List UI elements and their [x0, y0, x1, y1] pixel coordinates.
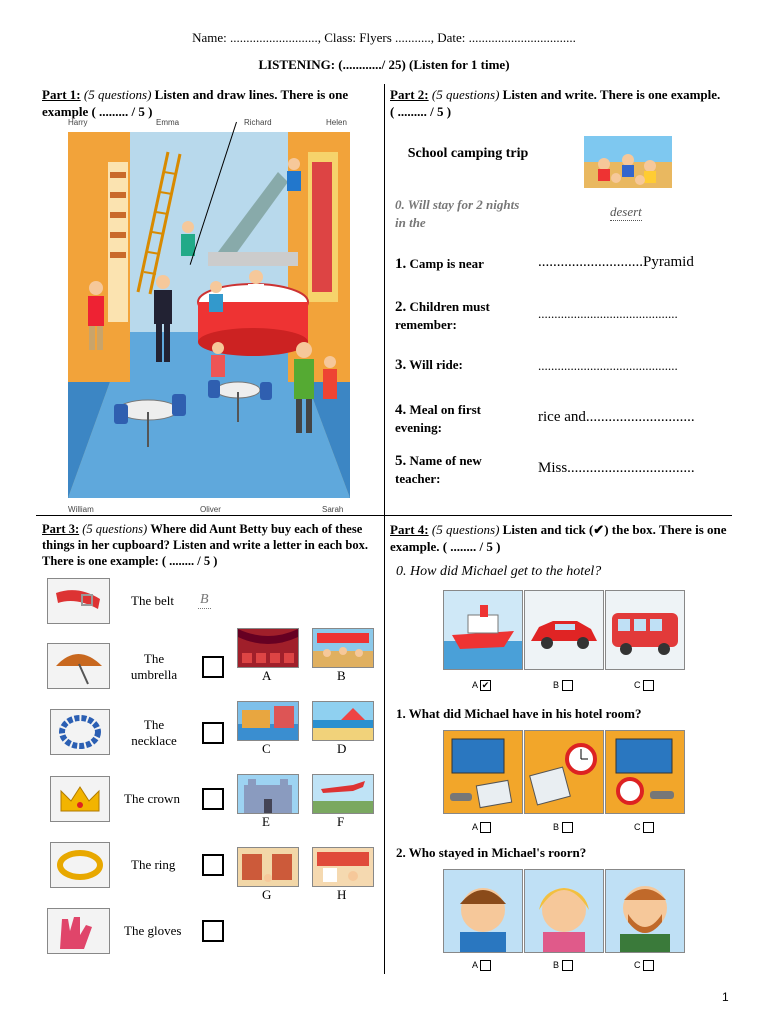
q1-num: 1. — [395, 256, 407, 272]
q4-text: Meal on first evening: — [395, 402, 481, 435]
letter-d: D — [337, 741, 347, 756]
belt-picture — [47, 578, 110, 624]
item-ring: The ring — [131, 857, 176, 872]
shop-h-picture — [312, 847, 374, 887]
q5-answer: Miss.................................. — [538, 460, 695, 476]
boat-picture — [443, 590, 523, 670]
q1-option-a — [472, 822, 491, 833]
q0-checkbox-a[interactable]: ✔ — [481, 680, 490, 691]
q3-text: Will ride: — [409, 357, 463, 372]
crown-answer-box[interactable] — [202, 788, 224, 810]
q1-text: Camp is near — [409, 256, 484, 271]
camping-picture — [584, 136, 672, 188]
q1-checkbox-b[interactable] — [562, 822, 573, 833]
gloves-answer-box[interactable] — [202, 920, 224, 942]
vertical-divider — [384, 84, 385, 974]
part1-label: Part 1: — [42, 87, 81, 102]
part3-label: Part 3: — [42, 522, 80, 536]
q2-text: Children must remember: — [395, 299, 490, 332]
q2-option-a — [472, 960, 491, 971]
part4-count: (5 questions) — [431, 522, 500, 537]
q0-option-c-label: C — [634, 680, 641, 690]
item-necklace: The necklace — [131, 717, 177, 748]
page-number: 1 — [722, 990, 729, 1004]
part4-question-0: 0. How did Michael get to the hotel? — [396, 564, 602, 579]
q1-checkbox-a[interactable] — [480, 822, 491, 833]
part1-count: (5 questions) — [83, 87, 152, 102]
q0-option-a — [472, 680, 491, 691]
name-richard: Richard — [244, 118, 272, 127]
q2-option-b — [553, 960, 573, 971]
q1-option-c — [634, 822, 654, 833]
q2-checkbox-a[interactable] — [480, 960, 491, 971]
shop-e-picture — [237, 774, 299, 814]
q4-answer: rice and............................. — [538, 409, 695, 425]
q2-num: 2. — [395, 299, 407, 315]
bus-picture — [605, 590, 685, 670]
letter-h: H — [337, 887, 347, 902]
part1-instruction: Listen and draw lines. There is one example ( ......... / 5 ) — [42, 87, 349, 119]
q3-answer: ........................................... — [538, 358, 678, 373]
shop-g-picture — [237, 847, 299, 887]
q1-option-c-label: C — [634, 822, 641, 832]
q2-option-c-label: C — [634, 960, 641, 970]
q1-answer: ............................Pyramid — [538, 254, 694, 270]
header-info-line: Name: ..........................., Class: Flyers ..........., Date: ................................. — [192, 30, 576, 45]
q0-option-c — [634, 680, 654, 691]
letter-b: B — [337, 668, 346, 683]
part3-title — [42, 521, 380, 569]
part2-heading: School camping trip — [407, 146, 529, 161]
item-gloves: The gloves — [124, 923, 182, 938]
necklace-answer-box[interactable] — [202, 722, 224, 744]
q1-option-b — [553, 822, 573, 833]
q0-checkbox-c[interactable] — [643, 680, 654, 691]
name-harry: Harry — [68, 118, 88, 127]
q4-num: 4. — [395, 402, 407, 418]
part2-example-question: 0. Will stay for 2 nights in the — [395, 197, 520, 230]
item-belt: The belt — [131, 593, 174, 608]
part2-label: Part 2: — [390, 87, 429, 102]
part2-count: (5 questions) — [431, 87, 500, 102]
q2-answer: ........................................... — [538, 306, 678, 321]
q0-option-b-label: B — [553, 680, 560, 690]
gloves-picture — [47, 908, 110, 954]
q2-option-c — [634, 960, 654, 971]
q1-option-a-label: A — [472, 822, 478, 832]
q5-text: Name of new teacher: — [395, 453, 482, 486]
q1-checkbox-c[interactable] — [643, 822, 654, 833]
ring-picture — [50, 842, 110, 888]
umbrella-picture — [47, 643, 110, 689]
part2-instruction: Listen and write. There is one example. ( ......... / 5 ) — [390, 87, 721, 119]
q5-num: 5. — [395, 453, 407, 469]
man-picture — [605, 869, 685, 953]
car-picture — [524, 590, 604, 670]
part4-question-2: 2. Who stayed in Michael's roorn? — [396, 845, 587, 860]
ring-answer-box[interactable] — [202, 854, 224, 876]
shop-c-picture — [237, 701, 299, 741]
q2-checkbox-b[interactable] — [562, 960, 573, 971]
belt-answer: B — [200, 592, 209, 607]
shop-d-picture — [312, 701, 374, 741]
umbrella-answer-box[interactable] — [202, 656, 224, 678]
tv-tablet-picture — [443, 730, 523, 814]
name-oliver: Oliver — [200, 505, 221, 514]
name-william: William — [68, 505, 94, 514]
part3-count: (5 questions) — [82, 522, 148, 536]
shop-f-picture — [312, 774, 374, 814]
letter-a: A — [262, 668, 272, 683]
letter-g: G — [262, 887, 272, 902]
item-umbrella: The umbrella — [130, 651, 178, 682]
letter-e: E — [262, 814, 270, 829]
shop-a-picture — [237, 628, 299, 668]
part4-title — [390, 521, 730, 555]
tablet-clock-picture — [524, 730, 604, 814]
letter-f: F — [337, 814, 345, 829]
part3-instruction: Where did Aunt Betty buy each of these things in her cupboard? Listen and write a letter in each box. There is one example: ( ........ / 5 ) — [42, 522, 368, 568]
part4-instruction: Listen and tick (✔) the box. There is one example. ( ........ / 5 ) — [390, 522, 727, 554]
name-helen: Helen — [326, 118, 347, 127]
letter-c: C — [262, 741, 271, 756]
girl-picture — [524, 869, 604, 953]
shopping-mall-picture — [68, 132, 350, 498]
part1-title — [42, 86, 380, 120]
horizontal-divider — [36, 515, 732, 516]
listening-title: LISTENING: (............/ 25) (Listen for 1 time) — [258, 57, 510, 72]
q2-option-b-label: B — [553, 960, 560, 970]
part2-example-answer: desert — [610, 204, 642, 219]
part4-label: Part 4: — [390, 522, 429, 537]
shop-b-picture — [312, 628, 374, 668]
q1-option-b-label: B — [553, 822, 560, 832]
part2-title — [390, 86, 726, 120]
necklace-picture — [50, 709, 110, 755]
name-sarah: Sarah — [322, 505, 344, 514]
part4-question-1: 1. What did Michael have in his hotel room? — [396, 706, 642, 721]
name-emma: Emma — [156, 118, 180, 127]
tv-clock-picture — [605, 730, 685, 814]
item-crown: The crown — [124, 791, 180, 806]
q0-option-b — [553, 680, 573, 691]
q3-num: 3. — [395, 357, 407, 373]
q0-option-a-label: A — [472, 680, 478, 690]
q0-checkbox-b[interactable] — [562, 680, 573, 691]
crown-picture — [50, 776, 110, 822]
q2-option-a-label: A — [472, 960, 478, 970]
boy-picture — [443, 869, 523, 953]
q2-checkbox-c[interactable] — [643, 960, 654, 971]
